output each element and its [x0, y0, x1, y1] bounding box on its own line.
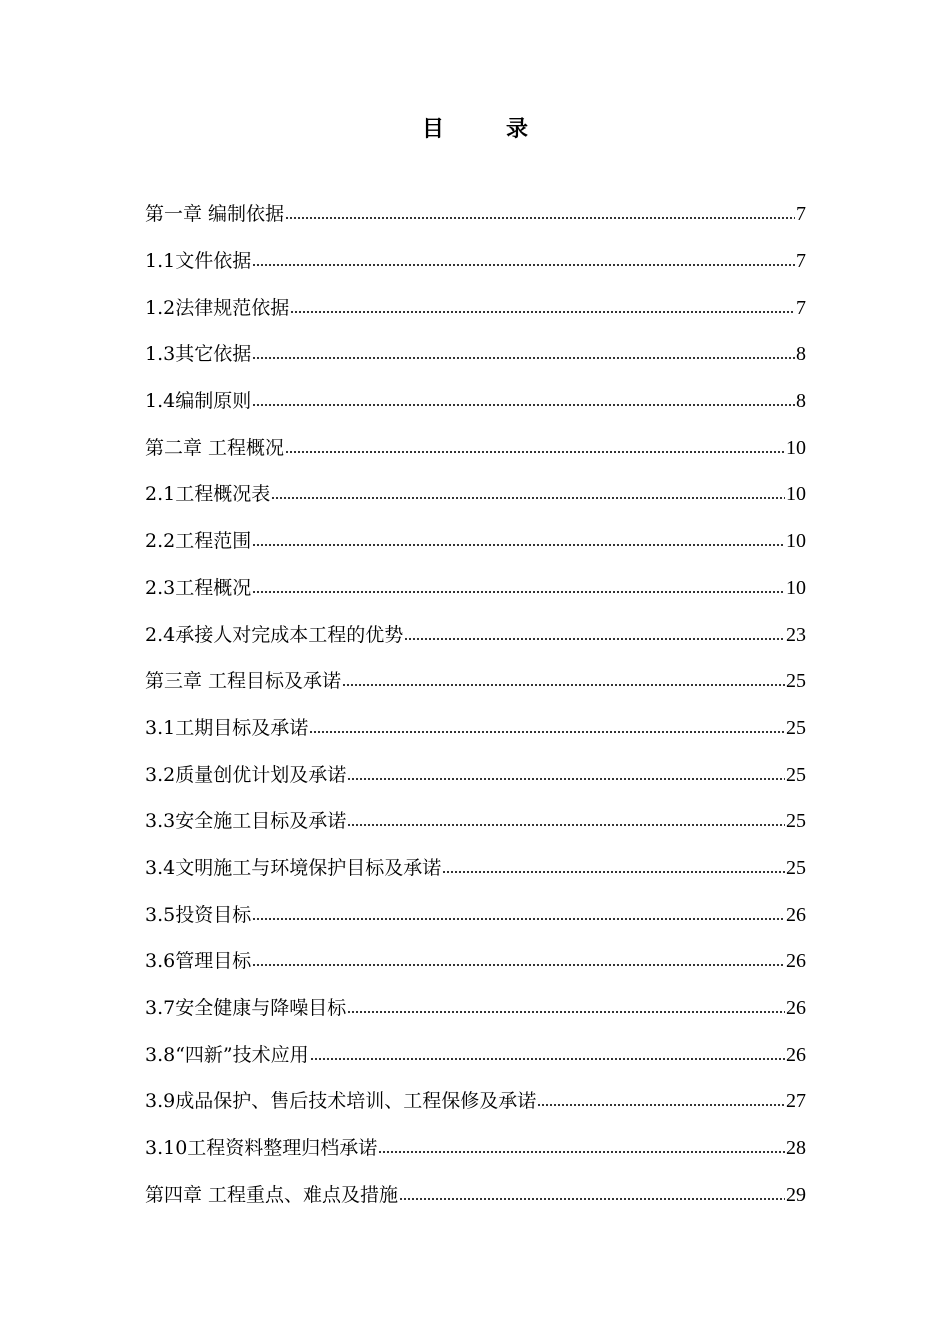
toc-entry-title: 2.4承接人对完成本工程的优势	[145, 623, 404, 646]
toc-entry-title: 1.4编制原则	[145, 390, 252, 413]
toc-entry[interactable]	[145, 424, 806, 471]
toc-entry[interactable]	[145, 1078, 806, 1125]
toc-page-number: 25	[786, 856, 806, 879]
toc-page-number: 25	[786, 763, 806, 786]
toc-entry[interactable]	[145, 891, 806, 938]
dot-leader	[252, 356, 795, 360]
toc-page-number: 26	[786, 1043, 806, 1066]
toc-entry-title: 2.1工程概况表	[145, 483, 271, 506]
toc-entry[interactable]	[145, 565, 806, 612]
dot-leader	[285, 216, 795, 220]
dot-leader	[342, 683, 785, 687]
toc-entry-title: 3.9成品保护、售后技术培训、工程保修及承诺	[145, 1090, 537, 1113]
toc-entry[interactable]	[145, 238, 806, 285]
dot-leader	[252, 917, 785, 921]
toc-page-number: 26	[786, 997, 806, 1020]
toc-entry[interactable]	[145, 845, 806, 892]
toc-heading	[0, 112, 950, 143]
toc-entry-title: 第一章 编制依据	[145, 203, 285, 226]
toc-entry-title: 3.7安全健康与降噪目标	[145, 997, 347, 1020]
toc-entry[interactable]	[145, 705, 806, 752]
dot-leader	[378, 1150, 785, 1154]
toc-entry-title: 3.8“四新”技术应用	[145, 1043, 309, 1066]
toc-page-number: 26	[786, 903, 806, 926]
toc-entry-title: 2.2工程范围	[145, 530, 252, 553]
toc-entry-title: 2.3工程概况	[145, 576, 252, 599]
toc-entry[interactable]	[145, 985, 806, 1032]
dot-leader	[309, 730, 785, 734]
toc-page-number: 10	[786, 436, 806, 459]
toc-page-number: 7	[796, 296, 806, 319]
toc-page-number: 25	[786, 716, 806, 739]
toc-page-number: 10	[786, 576, 806, 599]
toc-entry[interactable]	[145, 751, 806, 798]
toc-page-number: 25	[786, 810, 806, 833]
toc-entry-title: 1.1文件依据	[145, 250, 252, 273]
toc-page-number: 26	[786, 950, 806, 973]
toc-page-number: 8	[796, 390, 806, 413]
toc-entry-title: 第四章 工程重点、难点及措施	[145, 1183, 399, 1206]
dot-leader	[290, 310, 795, 314]
toc-page-number: 10	[786, 530, 806, 553]
dot-leader	[537, 1103, 785, 1107]
toc-entry[interactable]	[145, 611, 806, 658]
toc-entry[interactable]	[145, 471, 806, 518]
dot-leader	[404, 637, 785, 641]
toc-entry-title: 3.6管理目标	[145, 950, 252, 973]
toc-entry-title: 3.10工程资料整理归档承诺	[145, 1137, 378, 1160]
dot-leader	[252, 590, 785, 594]
dot-leader	[399, 1197, 785, 1201]
dot-leader	[252, 403, 795, 407]
toc-page-number: 7	[796, 250, 806, 273]
toc-page-number: 8	[796, 343, 806, 366]
toc-page-number: 10	[786, 483, 806, 506]
toc-page-number: 27	[786, 1090, 806, 1113]
toc-page-number: 23	[786, 623, 806, 646]
toc-entry[interactable]	[145, 1171, 806, 1218]
dot-leader	[252, 263, 795, 267]
toc-entry[interactable]	[145, 798, 806, 845]
dot-leader	[271, 496, 785, 500]
toc-entry[interactable]	[145, 1125, 806, 1172]
dot-leader	[347, 777, 785, 781]
toc-entry-title: 1.3其它依据	[145, 343, 252, 366]
toc-entry[interactable]	[145, 284, 806, 331]
toc-entry[interactable]	[145, 658, 806, 705]
toc-entry-title: 3.4文明施工与环境保护目标及承诺	[145, 856, 442, 879]
dot-leader	[252, 543, 785, 547]
toc-page-number: 25	[786, 670, 806, 693]
toc-entry-title: 第二章 工程概况	[145, 436, 285, 459]
table-of-contents	[145, 191, 806, 1218]
dot-leader	[347, 823, 785, 827]
toc-page-number: 29	[786, 1183, 806, 1206]
toc-entry[interactable]	[145, 518, 806, 565]
toc-entry-title: 1.2法律规范依据	[145, 296, 290, 319]
toc-heading-part2: 录	[506, 116, 529, 142]
toc-page-number: 7	[796, 203, 806, 226]
dot-leader	[442, 870, 785, 874]
dot-leader	[252, 963, 785, 967]
toc-entry[interactable]	[145, 331, 806, 378]
toc-entry[interactable]	[145, 1031, 806, 1078]
toc-heading-part1: 目	[421, 116, 444, 142]
toc-entry-title: 3.5投资目标	[145, 903, 252, 926]
toc-entry-title: 3.2质量创优计划及承诺	[145, 763, 347, 786]
toc-entry[interactable]	[145, 938, 806, 985]
dot-leader	[285, 450, 785, 454]
toc-entry[interactable]	[145, 191, 806, 238]
toc-page-number: 28	[786, 1137, 806, 1160]
toc-entry-title: 3.3安全施工目标及承诺	[145, 810, 347, 833]
toc-entry-title: 3.1工期目标及承诺	[145, 716, 309, 739]
toc-entry-title: 第三章 工程目标及承诺	[145, 670, 342, 693]
dot-leader	[347, 1010, 785, 1014]
toc-entry[interactable]	[145, 378, 806, 425]
dot-leader	[310, 1057, 785, 1061]
